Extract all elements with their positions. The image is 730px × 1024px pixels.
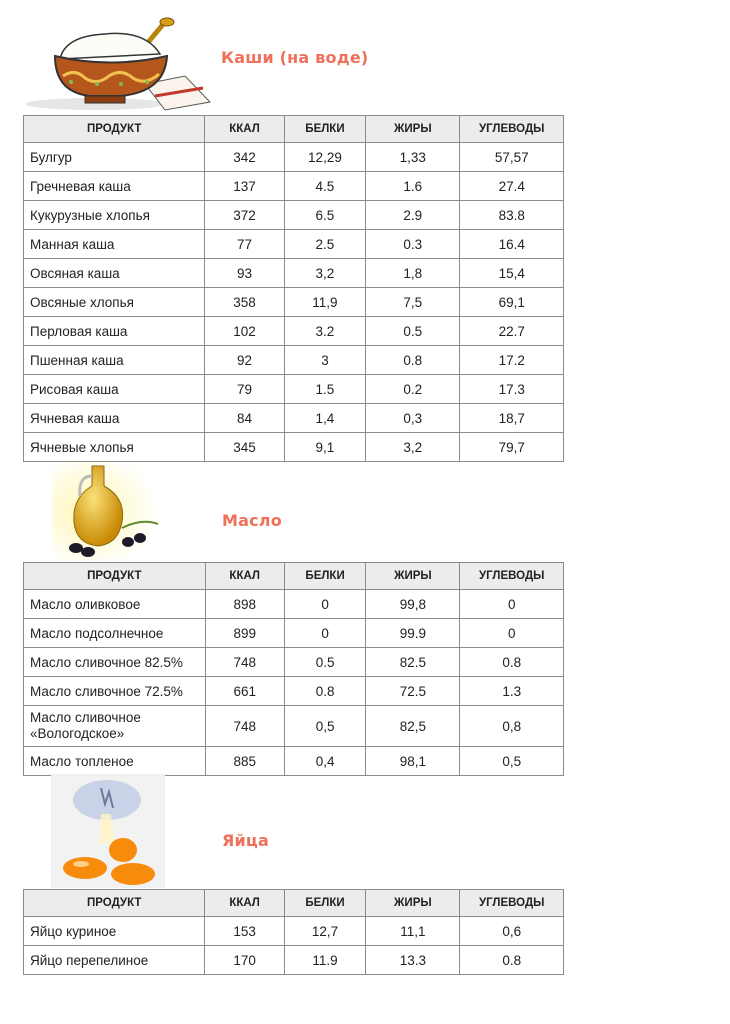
- cell-product: Овсяные хлопья: [24, 288, 205, 317]
- cell-product: Пшенная каша: [24, 346, 205, 375]
- cell-carbs: 17.2: [460, 346, 564, 375]
- cell-kcal: 748: [205, 706, 284, 747]
- table-row: [24, 404, 564, 433]
- cell-carbs: 18,7: [460, 404, 564, 433]
- column-header-kcal: ККАЛ: [205, 116, 284, 143]
- table-row: [24, 917, 564, 946]
- cell-carbs: 0,6: [460, 917, 564, 946]
- cell-kcal: 748: [205, 648, 284, 677]
- column-header-product: ПРОДУКТ: [24, 890, 205, 917]
- eggs-table-body: [24, 917, 564, 975]
- cell-kcal: 77: [205, 230, 284, 259]
- porridge-table-body: [24, 143, 564, 462]
- cell-protein: 4.5: [284, 172, 365, 201]
- cell-fat: 0.2: [366, 375, 460, 404]
- column-header-carbs: УГЛЕВОДЫ: [460, 890, 564, 917]
- column-header-fat: ЖИРЫ: [366, 890, 460, 917]
- cell-protein: 9,1: [284, 433, 365, 462]
- cell-kcal: 137: [205, 172, 284, 201]
- cell-carbs: 83.8: [460, 201, 564, 230]
- cell-product: Рисовая каша: [24, 375, 205, 404]
- column-header-protein: БЕЛКИ: [284, 563, 365, 590]
- cell-protein: 3,2: [284, 259, 365, 288]
- cell-kcal: 358: [205, 288, 284, 317]
- cell-kcal: 898: [205, 590, 284, 619]
- cell-product: Ячневые хлопья: [24, 433, 205, 462]
- cell-protein: 0,4: [284, 747, 365, 776]
- cell-product: Масло подсолнечное: [24, 619, 206, 648]
- table-row: [24, 433, 564, 462]
- table-row: [24, 317, 564, 346]
- cell-fat: 1,8: [366, 259, 460, 288]
- cell-kcal: 153: [205, 917, 284, 946]
- cell-protein: 0: [284, 619, 365, 648]
- cell-protein: 3.2: [284, 317, 365, 346]
- cell-carbs: 0,5: [460, 747, 564, 776]
- cell-fat: 72.5: [366, 677, 460, 706]
- table-row: [24, 143, 564, 172]
- cell-product: Яйцо перепелиное: [24, 946, 205, 975]
- column-header-kcal: ККАЛ: [205, 890, 284, 917]
- cell-kcal: 102: [205, 317, 284, 346]
- cell-product: Перловая каша: [24, 317, 205, 346]
- column-header-product: ПРОДУКТ: [24, 116, 205, 143]
- column-header-carbs: УГЛЕВОДЫ: [460, 116, 564, 143]
- column-header-product: ПРОДУКТ: [24, 563, 206, 590]
- column-header-protein: БЕЛКИ: [284, 890, 365, 917]
- table-row: [24, 590, 564, 619]
- cell-protein: 0.5: [284, 648, 365, 677]
- cell-fat: 0.3: [366, 230, 460, 259]
- cell-product: Овсяная каша: [24, 259, 205, 288]
- column-header-protein: БЕЛКИ: [284, 116, 365, 143]
- cell-product: Манная каша: [24, 230, 205, 259]
- cell-carbs: 1.3: [460, 677, 564, 706]
- cell-kcal: 93: [205, 259, 284, 288]
- cell-fat: 99,8: [366, 590, 460, 619]
- porridge-table: [23, 115, 564, 462]
- cell-fat: 82,5: [366, 706, 460, 747]
- table-row: [24, 677, 564, 706]
- oil-table-body: [24, 590, 564, 776]
- cell-kcal: 79: [205, 375, 284, 404]
- cell-protein: 11,9: [284, 288, 365, 317]
- section-title-porridge: Каши (на воде): [221, 48, 369, 67]
- cell-protein: 2.5: [284, 230, 365, 259]
- cell-protein: 11.9: [284, 946, 365, 975]
- cell-protein: 1.5: [284, 375, 365, 404]
- cell-carbs: 16.4: [460, 230, 564, 259]
- cell-fat: 98,1: [366, 747, 460, 776]
- cell-product: Масло сливочное 72.5%: [24, 677, 206, 706]
- table-row: [24, 375, 564, 404]
- cell-product: Масло сливочное «Вологодское»: [24, 706, 206, 747]
- cell-carbs: 17.3: [460, 375, 564, 404]
- cell-carbs: 79,7: [460, 433, 564, 462]
- cell-kcal: 899: [205, 619, 284, 648]
- table-row: [24, 747, 564, 776]
- cell-protein: 12,7: [284, 917, 365, 946]
- cell-protein: 0,5: [284, 706, 365, 747]
- porridge-bowl-icon: [25, 14, 215, 112]
- cell-fat: 1.6: [366, 172, 460, 201]
- table-row: [24, 946, 564, 975]
- table-row: [24, 619, 564, 648]
- cell-fat: 3,2: [366, 433, 460, 462]
- cell-product: Гречневая каша: [24, 172, 205, 201]
- table-row: [24, 706, 564, 747]
- cell-carbs: 0: [460, 590, 564, 619]
- cell-kcal: 372: [205, 201, 284, 230]
- table-row: [24, 172, 564, 201]
- table-header-row: [24, 116, 564, 143]
- cell-carbs: 0,8: [460, 706, 564, 747]
- section-title-oil: Масло: [222, 511, 282, 530]
- cell-product: Масло топленое: [24, 747, 206, 776]
- cell-carbs: 27.4: [460, 172, 564, 201]
- cell-carbs: 57,57: [460, 143, 564, 172]
- cell-protein: 0.8: [284, 677, 365, 706]
- eggs-table: [23, 889, 564, 975]
- cell-fat: 82.5: [366, 648, 460, 677]
- cell-protein: 6.5: [284, 201, 365, 230]
- cell-fat: 2.9: [366, 201, 460, 230]
- cell-carbs: 22.7: [460, 317, 564, 346]
- table-row: [24, 288, 564, 317]
- cell-carbs: 15,4: [460, 259, 564, 288]
- cell-fat: 99.9: [366, 619, 460, 648]
- cell-carbs: 0: [460, 619, 564, 648]
- cell-protein: 0: [284, 590, 365, 619]
- cell-product: Масло оливковое: [24, 590, 206, 619]
- oil-jug-icon: [52, 462, 164, 560]
- column-header-kcal: ККАЛ: [205, 563, 284, 590]
- cell-fat: 0.5: [366, 317, 460, 346]
- cell-product: Яйцо куриное: [24, 917, 205, 946]
- cell-fat: 11,1: [366, 917, 460, 946]
- cell-product: Масло сливочное 82.5%: [24, 648, 206, 677]
- egg-yolk-icon: [51, 774, 165, 888]
- table-row: [24, 648, 564, 677]
- table-header-row: [24, 890, 564, 917]
- section-title-eggs: Яйца: [222, 831, 269, 850]
- cell-kcal: 84: [205, 404, 284, 433]
- table-row: [24, 346, 564, 375]
- cell-carbs: 0.8: [460, 946, 564, 975]
- cell-fat: 1,33: [366, 143, 460, 172]
- cell-fat: 0.8: [366, 346, 460, 375]
- table-row: [24, 230, 564, 259]
- table-row: [24, 201, 564, 230]
- cell-fat: 7,5: [366, 288, 460, 317]
- cell-carbs: 0.8: [460, 648, 564, 677]
- cell-carbs: 69,1: [460, 288, 564, 317]
- cell-kcal: 885: [205, 747, 284, 776]
- oil-table: [23, 562, 564, 776]
- cell-fat: 13.3: [366, 946, 460, 975]
- cell-kcal: 661: [205, 677, 284, 706]
- column-header-carbs: УГЛЕВОДЫ: [460, 563, 564, 590]
- cell-fat: 0,3: [366, 404, 460, 433]
- table-row: [24, 259, 564, 288]
- cell-protein: 12,29: [284, 143, 365, 172]
- cell-kcal: 92: [205, 346, 284, 375]
- column-header-fat: ЖИРЫ: [366, 116, 460, 143]
- cell-kcal: 345: [205, 433, 284, 462]
- cell-protein: 3: [284, 346, 365, 375]
- cell-product: Ячневая каша: [24, 404, 205, 433]
- table-header-row: [24, 563, 564, 590]
- cell-product: Кукурузные хлопья: [24, 201, 205, 230]
- column-header-fat: ЖИРЫ: [366, 563, 460, 590]
- cell-kcal: 342: [205, 143, 284, 172]
- cell-kcal: 170: [205, 946, 284, 975]
- cell-protein: 1,4: [284, 404, 365, 433]
- cell-product: Булгур: [24, 143, 205, 172]
